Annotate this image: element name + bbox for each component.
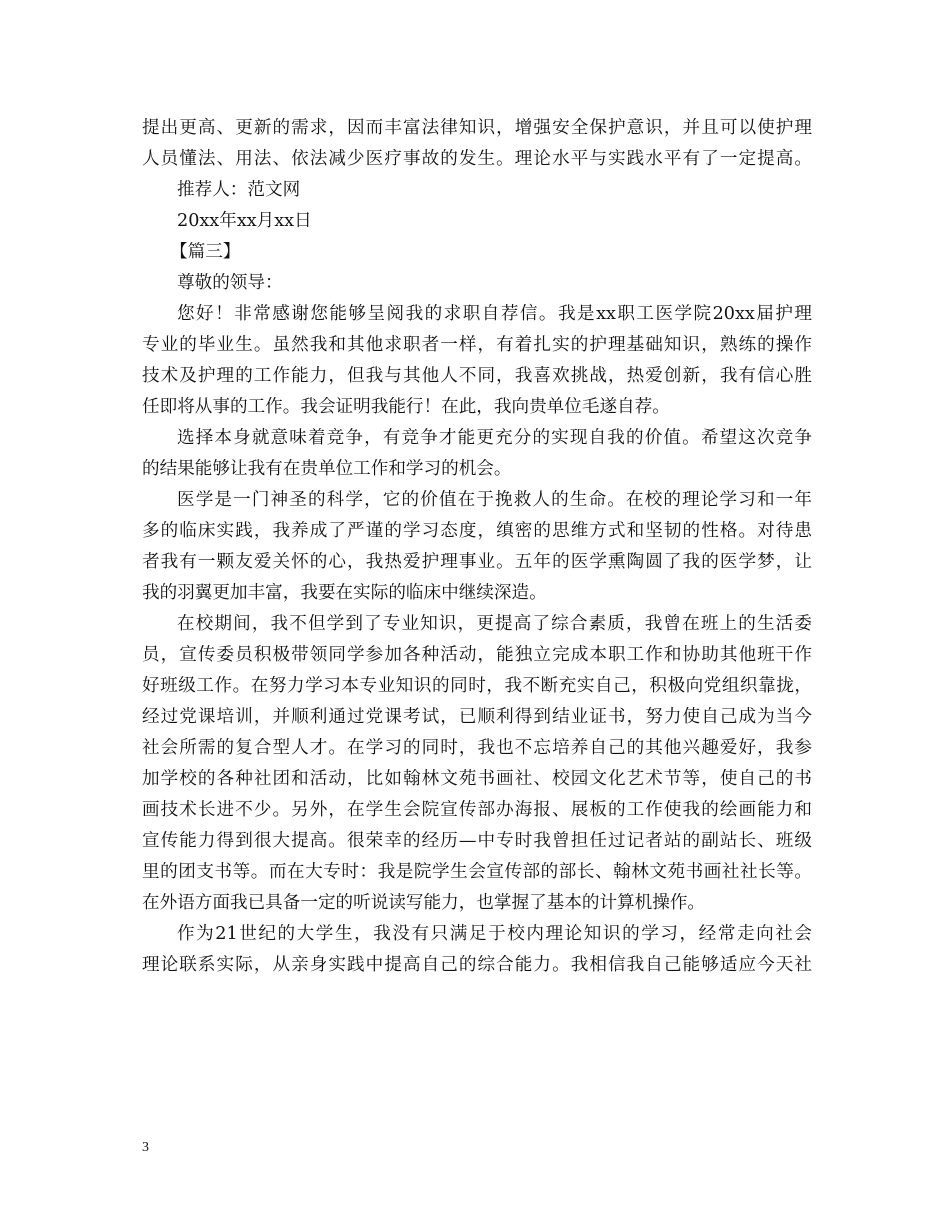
- text-line: 宣传能力得到很大提高。很荣幸的经历—中专时我曾担任过记者站的副站长、班级: [142, 831, 812, 851]
- text-line: 选择本身就意味着竞争，有竞争才能更充分的实现自我的价值。希望这次竞争: [177, 428, 812, 448]
- text-line: 任即将从事的工作。我会证明我能行！在此，我向贵单位毛遂自荐。: [142, 397, 670, 417]
- text-line: 者我有一颗友爱关怀的心，我热爱护理事业。五年的医学熏陶圆了我的医学梦，让: [142, 552, 812, 572]
- text-line: 多的临床实践，我养成了严谨的学习态度，缜密的思维方式和坚韧的性格。对待患: [142, 521, 812, 541]
- text-line: 好班级工作。在努力学习本专业知识的同时，我不断充实自己，积极向党组织靠拢，: [142, 676, 812, 696]
- section-heading: 【篇三】: [170, 242, 241, 262]
- text-line: 专业的毕业生。虽然我和其他求职者一样，有着扎实的护理基础知识，熟练的操作: [142, 335, 812, 355]
- text-line: 员，宣传委员积极带领同学参加各种活动，能独立完成本职工作和协助其他班干作: [142, 645, 812, 665]
- text-line: 作为21世纪的大学生，我没有只满足于校内理论知识的学习，经常走向社会: [177, 924, 812, 944]
- text-line: 在外语方面我已具备一定的听说读写能力，也掌握了基本的计算机操作。: [142, 893, 706, 913]
- text-line: 您好！非常感谢您能够呈阅我的求职自荐信。我是xx职工医学院20xx届护理: [177, 304, 812, 324]
- text-line: 我的羽翼更加丰富，我要在实际的临床中继续深造。: [142, 583, 547, 603]
- page-number: 3: [142, 1140, 149, 1155]
- salutation: 尊敬的领导：: [177, 273, 283, 293]
- text-line: 技术及护理的工作能力，但我与其他人不同，我喜欢挑战，热爱创新，我有信心胜: [142, 366, 812, 386]
- text-line: 医学是一门神圣的科学，它的价值在于挽救人的生命。在校的理论学习和一年: [177, 490, 812, 510]
- date-line: 20xx年xx月xx日: [177, 211, 312, 231]
- text-line: 加学校的各种社团和活动，比如翰林文苑书画社、校园文化艺术节等，使自己的书: [142, 769, 812, 789]
- text-line: 提出更高、更新的需求，因而丰富法律知识，增强安全保护意识，并且可以使护理: [142, 118, 812, 138]
- document-body: [142, 113, 812, 981]
- text-line: 在校期间，我不但学到了专业知识，更提高了综合素质，我曾在班上的生活委: [177, 614, 812, 634]
- text-line: 经过党课培训，并顺利通过党课考试，已顺利得到结业证书，努力使自己成为当今: [142, 707, 812, 727]
- text-line: 理论联系实际，从亲身实践中提高自己的综合能力。我相信我自己能够适应今天社: [142, 955, 812, 975]
- text-line: 里的团支书等。而在大专时：我是院学生会宣传部的部长、翰林文苑书画社社长等。: [142, 862, 812, 882]
- text-line: 人员懂法、用法、依法减少医疗事故的发生。理论水平与实践水平有了一定提高。: [142, 149, 812, 169]
- text-line: 画技术长进不少。另外，在学生会院宣传部办海报、展板的工作使我的绘画能力和: [142, 800, 812, 820]
- recommender-line: 推荐人：范文网: [177, 180, 301, 200]
- text-line: 社会所需的复合型人才。在学习的同时，我也不忘培养自己的其他兴趣爱好，我参: [142, 738, 812, 758]
- text-line: 的结果能够让我有在贵单位工作和学习的机会。: [142, 459, 512, 479]
